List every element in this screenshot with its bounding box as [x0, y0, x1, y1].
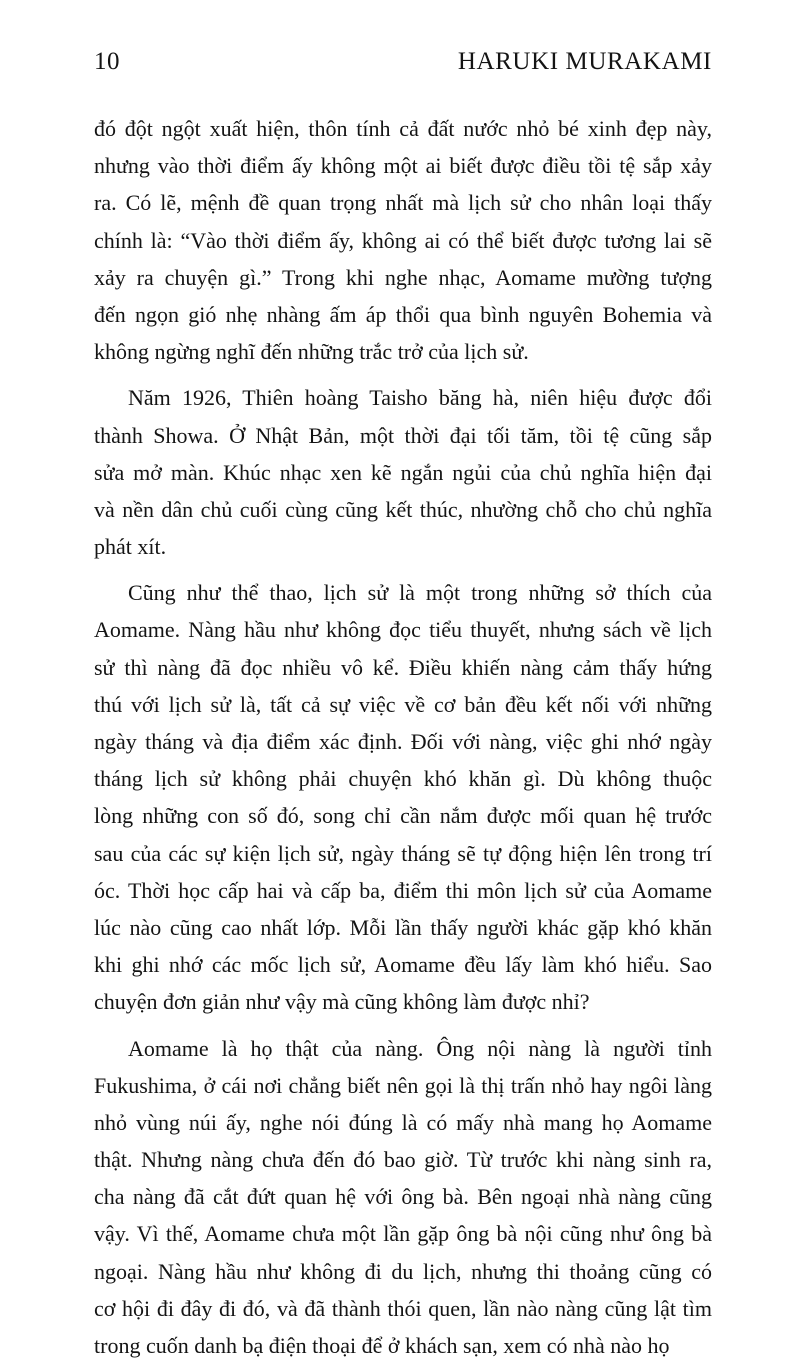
- text-line: sử thì nàng đã đọc nhiều vô kể. Điều khiến nàng cảm thấy hứng: [94, 649, 712, 686]
- text-line: sau của các sự kiện lịch sử, ngày tháng sẽ tự động hiện lên trong trí: [94, 835, 712, 872]
- text-line: Aomame là họ thật của nàng. Ông nội nàng là người tỉnh: [94, 1030, 712, 1067]
- paragraph: [94, 379, 712, 565]
- paragraph: [94, 110, 712, 370]
- text-line: Cũng như thể thao, lịch sử là một trong những sở thích của: [94, 574, 712, 611]
- text-line: cơ hội đi đây đi đó, và đã thành thói quen, lần nào nàng cũng lật tìm: [94, 1290, 712, 1327]
- paragraph-gap: [94, 1021, 712, 1030]
- text-line: không ngừng nghĩ đến những trắc trở của lịch sử.: [94, 333, 712, 370]
- running-title: HARUKI MURAKAMI: [458, 48, 712, 76]
- text-line: khi ghi nhớ các mốc lịch sử, Aomame đều lấy làm khó hiểu. Sao: [94, 946, 712, 983]
- page-number: 10: [94, 48, 120, 76]
- text-line: đó đột ngột xuất hiện, thôn tính cả đất nước nhỏ bé xinh đẹp này,: [94, 110, 712, 147]
- text-line: óc. Thời học cấp hai và cấp ba, điểm thi môn lịch sử của Aomame: [94, 872, 712, 909]
- text-line: thú với lịch sử là, tất cả sự việc về cơ bản đều kết nối với những: [94, 686, 712, 723]
- text-line: đến ngọn gió nhẹ nhàng ấm áp thổi qua bình nguyên Bohemia và: [94, 296, 712, 333]
- text-line: lòng những con số đó, song chỉ cần nắm được mối quan hệ trước: [94, 797, 712, 834]
- text-line: nhỏ vùng núi ấy, nghe nói đúng là có mấy nhà mang họ Aomame: [94, 1104, 712, 1141]
- text-line: lúc nào cũng cao nhất lớp. Mỗi lần thấy người khác gặp khó khăn: [94, 909, 712, 946]
- text-line: vậy. Vì thế, Aomame chưa một lần gặp ông bà nội cũng như ông bà: [94, 1215, 712, 1252]
- text-line: chuyện đơn giản như vậy mà cũng không làm được nhỉ?: [94, 983, 712, 1020]
- text-line: cha nàng đã cắt đứt quan hệ với ông bà. Bên ngoại nhà nàng cũng: [94, 1178, 712, 1215]
- text-line: xảy ra chuyện gì.” Trong khi nghe nhạc, Aomame mường tượng: [94, 259, 712, 296]
- text-line: ngoại. Nàng hầu như không đi du lịch, nhưng thi thoảng cũng có: [94, 1253, 712, 1290]
- text-line: thành Showa. Ở Nhật Bản, một thời đại tối tăm, tồi tệ cũng sắp: [94, 417, 712, 454]
- paragraph: [94, 574, 712, 1020]
- text-line: tháng lịch sử không phải chuyện khó khăn gì. Dù không thuộc: [94, 760, 712, 797]
- text-line: phát xít.: [94, 528, 712, 565]
- body-text: [94, 110, 712, 1364]
- text-line: nhưng vào thời điểm ấy không một ai biết được điều tồi tệ sắp xảy: [94, 147, 712, 184]
- text-line: chính là: “Vào thời điểm ấy, không ai có thể biết được tương lai sẽ: [94, 222, 712, 259]
- text-line: và nền dân chủ cuối cùng cũng kết thúc, nhường chỗ cho chủ nghĩa: [94, 491, 712, 528]
- text-line: Năm 1926, Thiên hoàng Taisho băng hà, niên hiệu được đổi: [94, 379, 712, 416]
- text-line: sửa mở màn. Khúc nhạc xen kẽ ngắn ngủi của chủ nghĩa hiện đại: [94, 454, 712, 491]
- text-line: ngày tháng và địa điểm xác định. Đối với nàng, việc ghi nhớ ngày: [94, 723, 712, 760]
- page-header: [94, 48, 712, 88]
- text-line: trong cuốn danh bạ điện thoại để ở khách sạn, xem có nhà nào họ: [94, 1327, 712, 1364]
- paragraph-gap: [94, 370, 712, 379]
- text-line: thật. Nhưng nàng chưa đến đó bao giờ. Từ trước khi nàng sinh ra,: [94, 1141, 712, 1178]
- text-line: Aomame. Nàng hầu như không đọc tiểu thuyết, nhưng sách về lịch: [94, 611, 712, 648]
- text-line: ra. Có lẽ, mệnh đề quan trọng nhất mà lịch sử cho nhân loại thấy: [94, 184, 712, 221]
- text-line: Fukushima, ở cái nơi chẳng biết nên gọi là thị trấn nhỏ hay ngôi làng: [94, 1067, 712, 1104]
- paragraph-gap: [94, 565, 712, 574]
